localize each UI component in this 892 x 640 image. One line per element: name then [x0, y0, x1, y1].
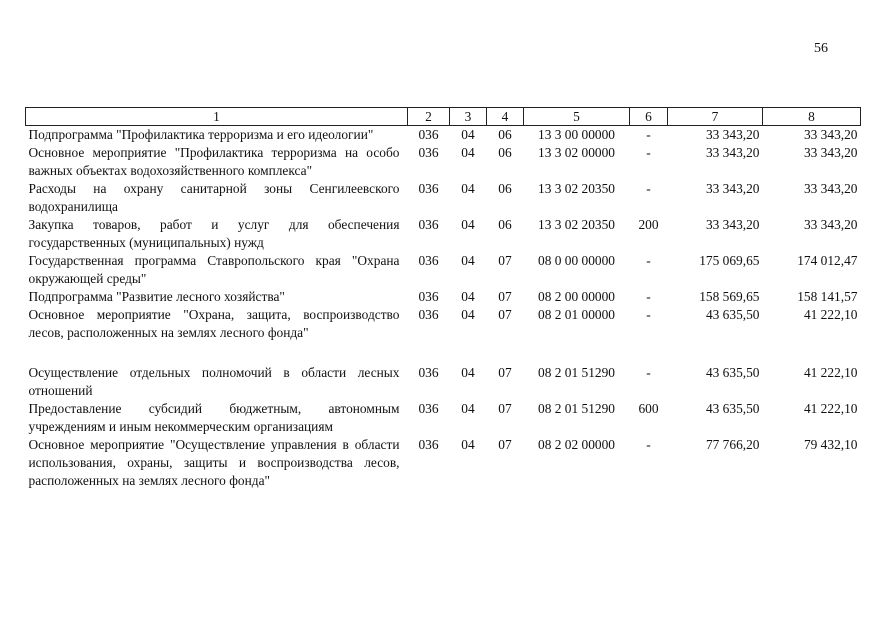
spacer-cell [26, 342, 861, 364]
row-code-2: 036 [418, 127, 439, 142]
header-col-4: 4 [487, 108, 524, 126]
row-code-4: 06 [498, 127, 512, 142]
row-amount-8: 174 012,47 [797, 253, 858, 268]
row-code-6: - [646, 289, 651, 304]
row-name: Расходы на охрану санитарной зоны Сенгилеевского водохранилища [28, 181, 400, 214]
row-code-2: 036 [418, 307, 439, 322]
header-col-5: 5 [524, 108, 630, 126]
row-code-5: 13 3 02 20350 [538, 181, 615, 196]
row-code-5: 08 2 01 00000 [538, 307, 615, 322]
header-col-3: 3 [450, 108, 487, 126]
row-code-5: 13 3 02 00000 [538, 145, 615, 160]
row-name: Осуществление отдельных полномочий в области лесных отношений [28, 365, 400, 398]
row-code-3: 04 [461, 253, 475, 268]
header-col-8: 8 [763, 108, 861, 126]
row-amount-8: 33 343,20 [803, 145, 858, 160]
row-code-2: 036 [418, 145, 439, 160]
row-amount-8: 41 222,10 [803, 401, 858, 416]
row-amount-8: 158 141,57 [797, 289, 858, 304]
row-code-6: - [646, 181, 651, 196]
row-code-3: 04 [461, 437, 475, 452]
table-row [26, 288, 861, 306]
row-code-5: 08 0 00 00000 [538, 253, 615, 268]
row-amount-7: 43 635,50 [705, 401, 760, 416]
table-row [26, 306, 861, 342]
row-code-6: - [646, 145, 651, 160]
row-amount-7: 77 766,20 [705, 437, 760, 452]
row-code-2: 036 [418, 401, 439, 416]
table-row [26, 400, 861, 436]
row-code-5: 13 3 00 00000 [538, 127, 615, 142]
row-amount-7: 33 343,20 [705, 181, 760, 196]
table-header-row [26, 108, 861, 126]
table-row [26, 126, 861, 145]
budget-table [25, 107, 861, 490]
row-name: Государственная программа Ставропольского края "Охрана окружающей среды" [28, 253, 400, 286]
table-row [26, 252, 861, 288]
row-amount-8: 41 222,10 [803, 365, 858, 380]
row-code-5: 08 2 00 00000 [538, 289, 615, 304]
row-code-2: 036 [418, 181, 439, 196]
row-code-4: 07 [498, 253, 512, 268]
row-name: Основное мероприятие "Осуществление управления в области использования, охраны, защиты и воспроизводства лесов, расположенных на землях лесного фонда" [28, 437, 400, 488]
row-code-6: - [646, 127, 651, 142]
row-code-4: 07 [498, 401, 512, 416]
row-name: Закупка товаров, работ и услуг для обеспечения государственных (муниципальных) нужд [28, 217, 400, 250]
row-amount-7: 43 635,50 [705, 307, 760, 322]
header-col-2: 2 [408, 108, 450, 126]
row-code-6: 600 [638, 401, 659, 416]
row-code-3: 04 [461, 401, 475, 416]
row-code-6: - [646, 253, 651, 268]
row-code-4: 06 [498, 145, 512, 160]
row-name: Предоставление субсидий бюджетным, автономным учреждениям и иным некоммерческим организациям [28, 401, 400, 434]
row-code-6: 200 [638, 217, 659, 232]
table-row [26, 180, 861, 216]
row-code-4: 07 [498, 437, 512, 452]
spacer-row [26, 342, 861, 364]
row-code-6: - [646, 437, 651, 452]
row-amount-7: 33 343,20 [705, 127, 760, 142]
page-number: 56 [814, 41, 828, 56]
row-code-3: 04 [461, 127, 475, 142]
row-amount-8: 33 343,20 [803, 127, 858, 142]
row-code-2: 036 [418, 217, 439, 232]
row-code-4: 07 [498, 365, 512, 380]
row-code-3: 04 [461, 365, 475, 380]
row-code-5: 13 3 02 20350 [538, 217, 615, 232]
header-col-1: 1 [26, 108, 408, 126]
row-code-4: 07 [498, 307, 512, 322]
row-name: Основное мероприятие "Профилактика терроризма на особо важных объектах водохозяйственного комплекса" [28, 145, 400, 178]
row-name: Основное мероприятие "Охрана, защита, воспроизводство лесов, расположенных на землях лесного фонда" [28, 307, 400, 340]
row-code-6: - [646, 307, 651, 322]
row-code-2: 036 [418, 253, 439, 268]
row-code-5: 08 2 01 51290 [538, 401, 615, 416]
row-code-3: 04 [461, 145, 475, 160]
table-row [26, 144, 861, 180]
header-col-6: 6 [630, 108, 668, 126]
table-row [26, 436, 861, 490]
row-code-2: 036 [418, 365, 439, 380]
table-row [26, 364, 861, 400]
row-amount-8: 33 343,20 [803, 181, 858, 196]
row-name: Подпрограмма "Профилактика терроризма и его идеологии" [28, 127, 374, 142]
row-code-5: 08 2 01 51290 [538, 365, 615, 380]
row-amount-8: 41 222,10 [803, 307, 858, 322]
table-row [26, 216, 861, 252]
row-amount-7: 158 569,65 [699, 289, 760, 304]
row-amount-7: 43 635,50 [705, 365, 760, 380]
row-code-3: 04 [461, 217, 475, 232]
row-code-2: 036 [418, 289, 439, 304]
row-amount-7: 33 343,20 [705, 145, 760, 160]
row-code-4: 07 [498, 289, 512, 304]
row-code-4: 06 [498, 181, 512, 196]
row-code-6: - [646, 365, 651, 380]
row-amount-8: 79 432,10 [803, 437, 858, 452]
row-code-3: 04 [461, 307, 475, 322]
row-code-4: 06 [498, 217, 512, 232]
row-name: Подпрограмма "Развитие лесного хозяйства" [28, 289, 285, 304]
row-code-5: 08 2 02 00000 [538, 437, 615, 452]
row-amount-7: 33 343,20 [705, 217, 760, 232]
row-code-3: 04 [461, 289, 475, 304]
row-code-3: 04 [461, 181, 475, 196]
row-amount-7: 175 069,65 [699, 253, 760, 268]
row-amount-8: 33 343,20 [803, 217, 858, 232]
row-code-2: 036 [418, 437, 439, 452]
header-col-7: 7 [668, 108, 763, 126]
